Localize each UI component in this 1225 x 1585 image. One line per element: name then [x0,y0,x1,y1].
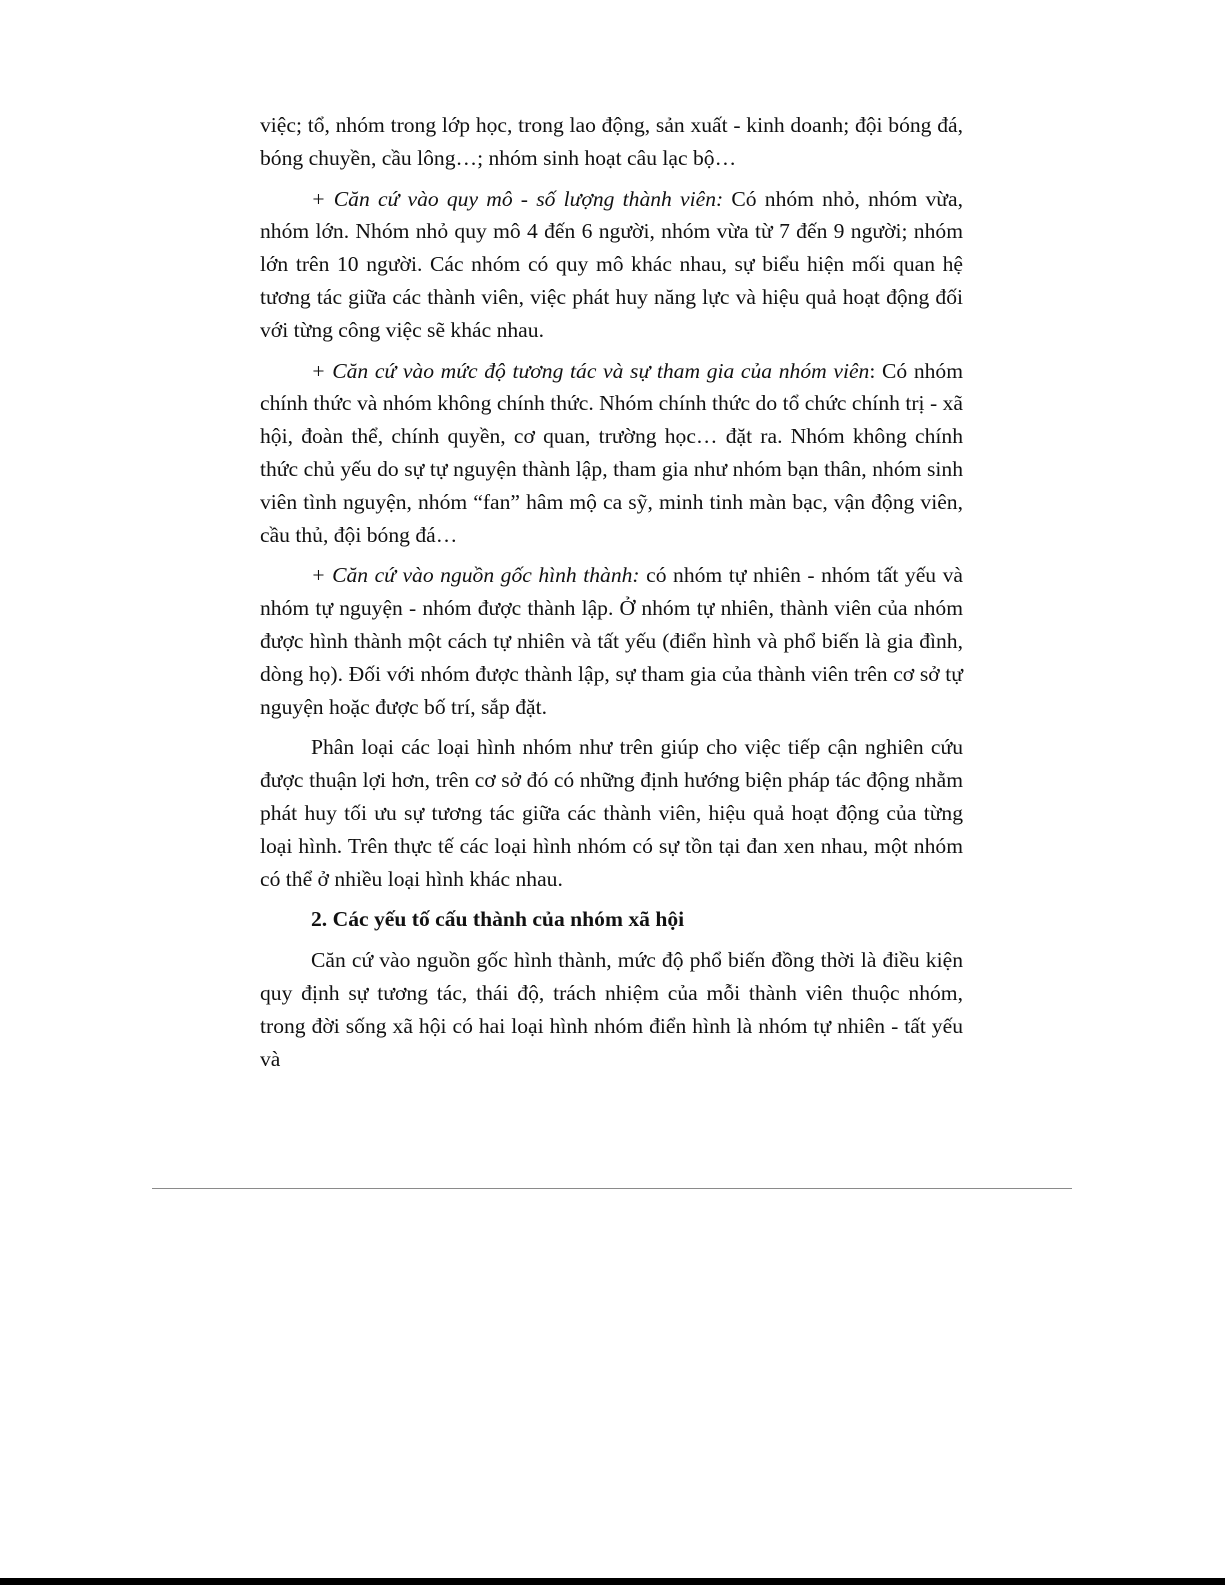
paragraph-text: việc; tổ, nhóm trong lớp học, trong lao động, sản xuất - kinh doanh; đội bóng đá, bóng chuyền, cầu lông…; nhóm sinh hoạt câu lạc bộ… [260,113,963,170]
paragraph-scale-classification [260,183,963,347]
paragraph-text: : Có nhóm chính thức và nhóm không chính thức. Nhóm chính thức do tổ chức chính trị - xã hội, đoàn thể, chính quyền, cơ quan, trường học… đặt ra. Nhóm không chính thức chủ yếu do sự tự nguyện thành lập, tham gia như nhóm bạn thân, nhóm sinh viên tình nguyện, nhóm “fan” hâm mộ ca sỹ, minh tinh màn bạc, vận động viên, cầu thủ, đội bóng đá… [260,358,964,547]
paragraph-lead-italic: + Căn cứ vào mức độ tương tác và sự tham gia của nhóm viên [311,358,870,383]
page-bottom-edge [0,1578,1225,1585]
paragraph-continuation [260,109,963,175]
section-heading: 2. Các yếu tố cấu thành của nhóm xã hội [311,907,685,932]
paragraph-lead-italic: + Căn cứ vào nguồn gốc hình thành: [311,563,640,588]
paragraph-interaction-classification [260,355,963,552]
paragraph-summary [260,731,963,895]
body-text [260,109,963,1083]
paragraph-text: có nhóm tự nhiên - nhóm tất yếu và nhóm tự nguyện - nhóm được thành lập. Ở nhóm tự nhiên, thành viên của nhóm được hình thành một cách tự nhiên và tất yếu (điển hình và phổ biến là gia đình, dòng họ). Đối với nhóm được thành lập, sự tham gia của thành viên trên cơ sở tự nguyện hoặc được bố trí, sắp đặt. [260,563,963,719]
paragraph-lead-italic: + Căn cứ vào quy mô - số lượng thành viên: [311,186,724,211]
paragraph-text: Phân loại các loại hình nhóm như trên giúp cho việc tiếp cận nghiên cứu được thuận lợi hơn, trên cơ sở đó có những định hướng biện pháp tác động nhằm phát huy tối ưu sự tương tác giữa các thành viên, hiệu quả hoạt động của từng loại hình. Trên thực tế các loại hình nhóm có sự tồn tại đan xen nhau, một nhóm có thể ở nhiều loại hình khác nhau. [260,735,963,891]
paragraph-origin-classification [260,559,963,723]
paragraph-final [260,944,963,1075]
page-divider [152,1188,1072,1189]
paragraph-text: Có nhóm nhỏ, nhóm vừa, nhóm lớn. Nhóm nhỏ quy mô 4 đến 6 người, nhóm vừa từ 7 đến 9 người; nhóm lớn trên 10 người. Các nhóm có quy mô khác nhau, sự biểu hiện mối quan hệ tương tác giữa các thành viên, việc phát huy năng lực và hiệu quả hoạt động đối với từng công việc sẽ khác nhau. [260,186,963,342]
paragraph-text: Căn cứ vào nguồn gốc hình thành, mức độ phổ biến đồng thời là điều kiện quy định sự tương tác, thái độ, trách nhiệm của mỗi thành viên thuộc nhóm, trong đời sống xã hội có hai loại hình nhóm điển hình là nhóm tự nhiên - tất yếu và [260,948,963,1071]
